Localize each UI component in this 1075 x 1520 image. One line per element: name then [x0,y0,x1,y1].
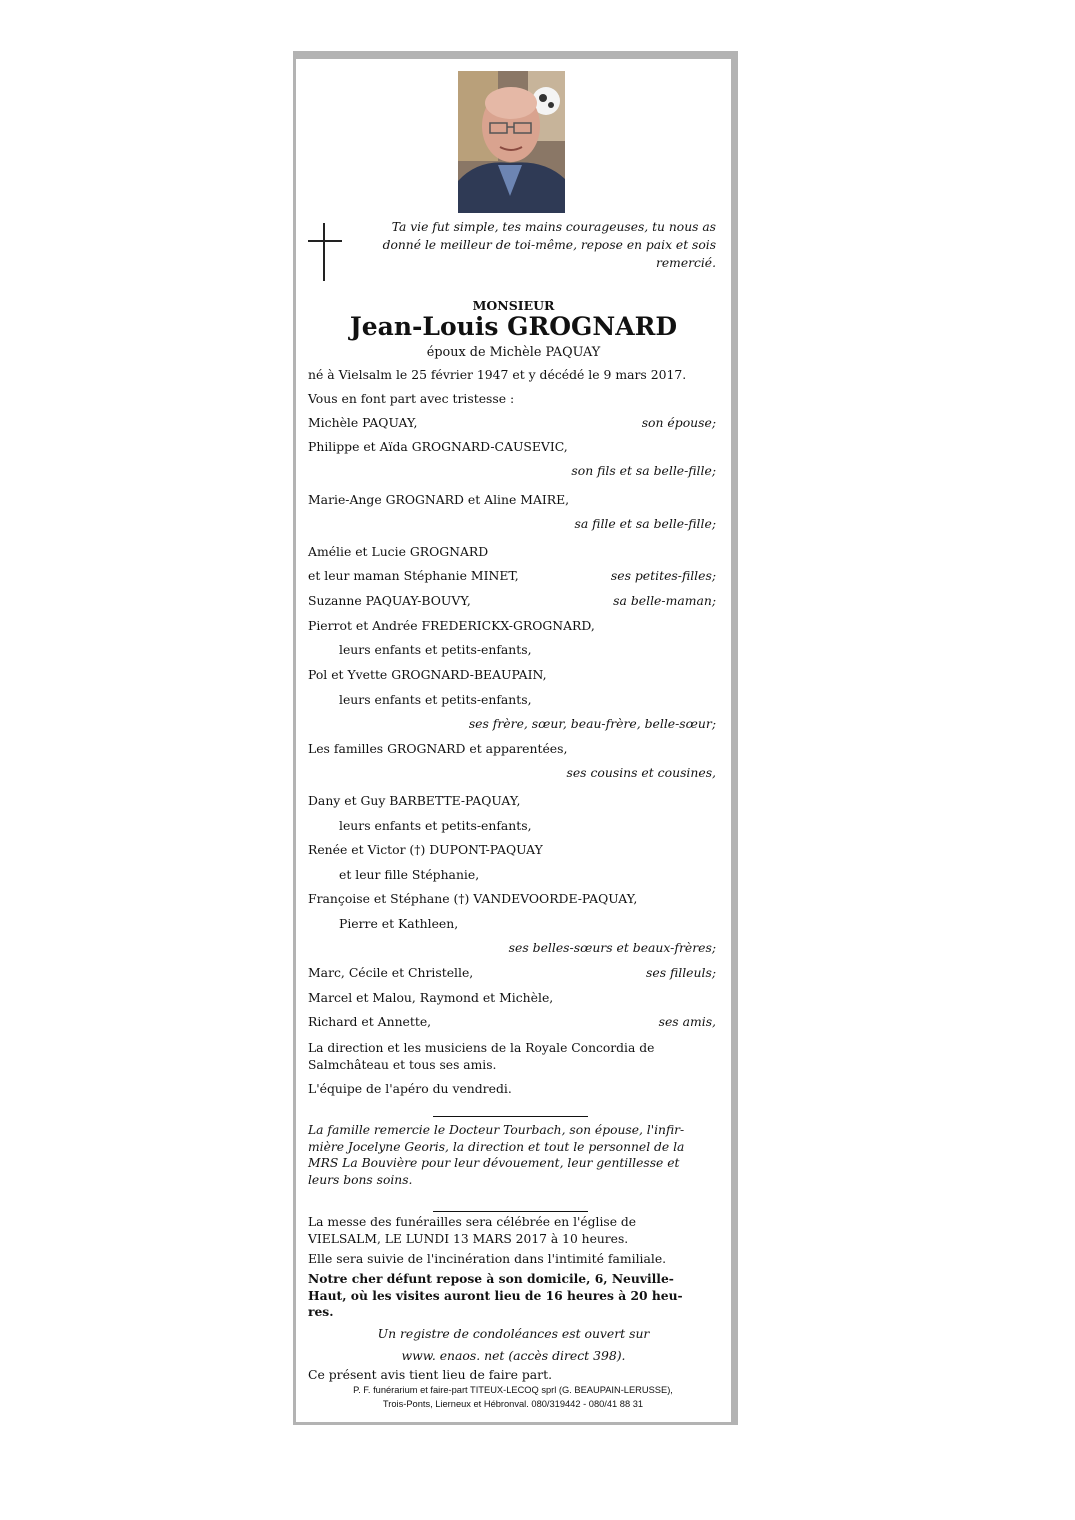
funeral-home-footer [308,1383,718,1411]
cross-icon [308,223,342,281]
registry-line: Un registre de condoléances est ouvert sur [377,1326,650,1341]
family-member: leurs enfants et petits-enfants, [339,818,532,833]
family-member: et leur maman Stéphanie MINET, [308,568,519,583]
birth-death-line: né à Vielsalm le 25 février 1947 et y décédé le 9 mars 2017. [308,367,687,382]
family-relation: ses belles-sœurs et beaux-frères; [508,940,716,955]
separator [433,1116,588,1117]
quote [376,218,716,272]
footer-line: P. F. funérarium et faire-part TITEUX-LECOQ sprl (G. BEAUPAIN-LERUSSE), [353,1385,673,1395]
family-member: leurs enfants et petits-enfants, [339,692,532,707]
separator [433,1211,588,1212]
concordia-line: Salmchâteau et tous ses amis. [308,1057,497,1072]
family-member: Richard et Annette, [308,1014,432,1029]
family-relation: sa belle-maman; [613,593,716,608]
mass-line: La messe des funérailles sera célébrée en l'église de [308,1215,637,1229]
portrait-image [458,71,565,213]
apero-line: L'équipe de l'apéro du vendredi. [308,1081,512,1096]
family-relation: ses amis, [658,1014,716,1029]
family-member: Les familles GROGNARD et apparentées, [308,741,568,756]
family-member: Pierrot et Andrée FREDERICKX-GROGNARD, [308,618,595,633]
thanks-line: leurs bons soins. [308,1172,413,1187]
quote-line: Ta vie fut simple, tes mains courageuses, tu nous as [391,220,716,234]
quote-line: donné le meilleur de toi-même, repose en paix et sois [382,238,716,252]
concordia-line: La direction et les musiciens de la Royale Concordia de [308,1041,655,1055]
rest-line: Notre cher défunt repose à son domicile, 6, Neuville- [308,1271,674,1286]
spouse-line: époux de Michèle PAQUAY [426,345,601,360]
family-member: Pol et Yvette GROGNARD-BEAUPAIN, [308,667,547,682]
footer-line: Trois-Ponts, Lierneux et Hébronval. 080/319442 - 080/41 88 31 [382,1399,644,1409]
rest-paragraph [308,1271,718,1321]
family-member: et leur fille Stéphanie, [339,867,480,882]
family-member: Marie-Ange GROGNARD et Aline MAIRE, [308,492,570,507]
family-member: Suzanne PAQUAY-BOUVY, [308,593,471,608]
family-member: Renée et Victor (†) DUPONT-PAQUAY [308,842,543,857]
mass-paragraph [308,1214,718,1247]
thanks-line: MRS La Bouvière pour leur dévouement, leur gentillesse et [308,1156,680,1170]
deceased-name: Jean-Louis GROGNARD [349,312,678,341]
family-relation: son épouse; [641,415,716,430]
quote-line: remercié. [656,256,716,270]
honorific: MONSIEUR [472,298,555,313]
rest-line: res. [308,1304,334,1319]
family-member: Dany et Guy BARBETTE-PAQUAY, [308,793,521,808]
family-relation: son fils et sa belle-fille; [571,463,716,478]
family-relation: ses petites-filles; [610,568,716,583]
family-member: Marc, Cécile et Christelle, [308,965,474,980]
cremation-line: Elle sera suivie de l'incinération dans l'intimité familiale. [308,1251,667,1266]
thanks-line: mière Jocelyne Georis, la direction et tout le personnel de la [308,1139,685,1154]
thanks-paragraph [308,1122,718,1188]
notice-line: Ce présent avis tient lieu de faire part. [308,1367,553,1382]
announcement-line: Vous en font part avec tristesse : [308,391,515,406]
family-member: Philippe et Aïda GROGNARD-CAUSEVIC, [308,439,568,454]
concordia-paragraph [308,1040,718,1073]
portrait-photo [458,71,565,213]
family-relation: ses cousins et cousines, [566,765,716,780]
family-member: Amélie et Lucie GROGNARD [308,544,489,559]
family-member: Michèle PAQUAY, [308,415,418,430]
registry-website: www. enaos. net (accès direct 398). [401,1348,626,1363]
family-member: Marcel et Malou, Raymond et Michèle, [308,990,554,1005]
family-relation: sa fille et sa belle-fille; [574,516,716,531]
thanks-line: La famille remercie le Docteur Tourbach, son épouse, l'infir- [308,1123,685,1137]
mass-line: VIELSALM, LE LUNDI 13 MARS 2017 à 10 heures. [308,1231,629,1246]
obituary-card [293,51,738,1425]
family-relation: ses frère, sœur, beau-frère, belle-sœur; [468,716,716,731]
family-relation: ses filleuls; [646,965,716,980]
rest-line: Haut, où les visites auront lieu de 16 heures à 20 heu- [308,1287,683,1303]
family-member: Pierre et Kathleen, [339,916,459,931]
family-member: leurs enfants et petits-enfants, [339,642,532,657]
family-member: Françoise et Stéphane (†) VANDEVOORDE-PAQUAY, [308,891,638,906]
